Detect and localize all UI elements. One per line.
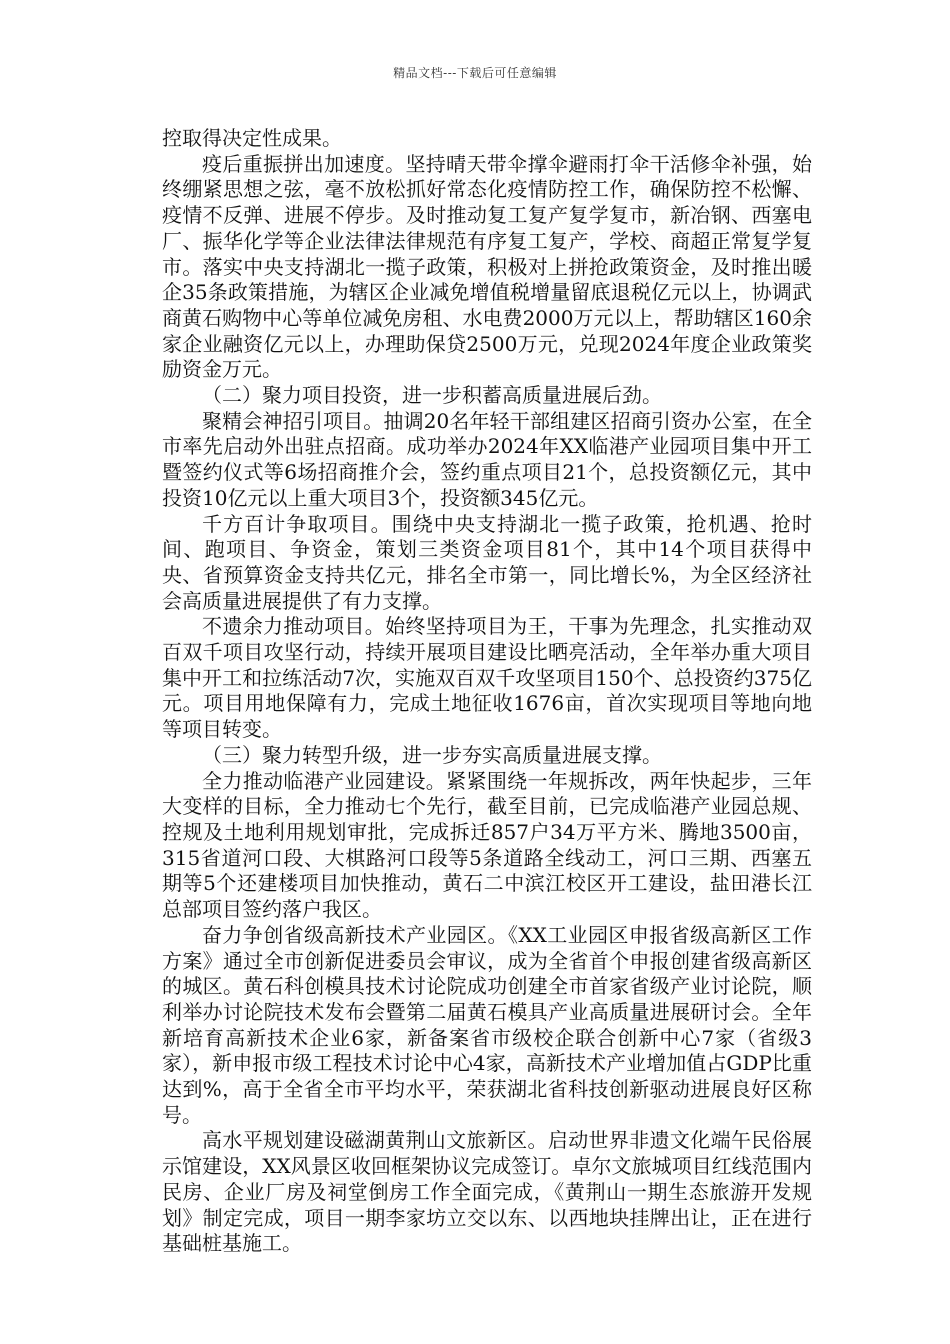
document-body <box>162 126 812 1257</box>
section-heading-transformation: （三）聚力转型升级，进一步夯实高质量进展支撑。 <box>202 742 662 767</box>
section-heading-project-investment: （二）聚力项目投资，进一步积蓄高质量进展后劲。 <box>202 383 662 408</box>
page-header: 精品文档---下载后可任意编辑 <box>393 66 557 80</box>
paragraph-continuation: 控取得决定性成果。 <box>162 126 342 150</box>
paragraph-attract-projects: 聚精会神招引项目。抽调20名年轻干部组建区招商引资办公室，在全市率先启动外出驻点招商。成功举办2024年XX临港产业园项目集中开工暨签约仪式等6场招商推介会，签约重点项目21个，总投资额亿元，其中投资10亿元以上重大项目3个，投资额345亿元。 <box>162 408 812 510</box>
paragraph-promote-projects: 不遗余力推动项目。始终坚持项目为王，干事为先理念，扎实推动双百双千项目攻坚行动，持续开展项目建设比晒亮活动，全年举办重大项目集中开工和拉练活动7次，实施双百双千攻坚项目150个、总投资约375亿元。项目用地保障有力，完成土地征收1676亩，首次实现项目等地向地等项目转变。 <box>162 614 812 742</box>
paragraph-epidemic-recovery: 疫后重振拼出加速度。坚持晴天带伞撑伞避雨打伞干活修伞补强，始终绷紧思想之弦，毫不放松抓好常态化疫情防控工作，确保防控不松懈、疫情不反弹、进展不停步。及时推动复工复产复学复市，新冶钢、西塞电厂、振华化学等企业法律法律规范有序复工复产，学校、商超正常复学复市。落实中央支持湖北一揽子政策，积极对上拼抢政策资金，及时推出暖企35条政策措施，为辖区企业减免增值税增量留底退税亿元以上，协调武商黄石购物中心等单位减免房租、水电费2000万元以上，帮助辖区160余家企业融资亿元以上，办理助保贷2500万元，兑现2024年度企业政策奖励资金万元。 <box>162 151 812 382</box>
paragraph-high-tech-zone: 奋力争创省级高新技术产业园区。《XX工业园区申报省级高新区工作方案》通过全市创新促进委员会审议，成为全省首个申报创建省级高新区的城区。黄石科创模具技术讨论院成功创建全市首家省级产业讨论院，顺利举办讨论院技术发布会暨第二届黄石模具产业高质量进展研讨会。全年新培育高新技术企业6家，新备案省市级校企联合创新中心7家（省级3家），新申报市级工程技术讨论中心4家，高新技术产业增加值占GDP比重达到%，高于全省全市平均水平，荣获湖北省科技创新驱动进展良好区称号。 <box>162 922 812 1127</box>
paragraph-cultural-tourism: 高水平规划建设磁湖黄荆山文旅新区。启动世界非遗文化端午民俗展示馆建设，XX风景区收回框架协议完成签订。卓尔文旅城项目红线范围内民房、企业厂房及祠堂倒房工作全面完成，《黄荆山一期生态旅游开发规划》制定完成，项目一期李家坊立交以东、以西地块挂牌出让，正在进行基础桩基施工。 <box>162 1128 812 1256</box>
paragraph-industrial-park: 全力推动临港产业园建设。紧紧围绕一年规拆改，两年快起步，三年大变样的目标，全力推动七个先行，截至目前，已完成临港产业园总规、控规及土地利用规划审批，完成拆迁857户34万平方米、腾地3500亩，315省道河口段、大棋路河口段等5条道路全线动工，河口三期、西塞五期等5个还建楼项目加快推动，黄石二中滨江校区开工建设，盐田港长江总部项目签约落户我区。 <box>162 768 812 922</box>
paragraph-strive-projects: 千方百计争取项目。围绕中央支持湖北一揽子政策，抢机遇、抢时间、跑项目、争资金，策划三类资金项目81个，其中14个项目获得中央、省预算资金支持共亿元，排名全市第一，同比增长%，为全区经济社会高质量进展提供了有力支撑。 <box>162 511 812 613</box>
